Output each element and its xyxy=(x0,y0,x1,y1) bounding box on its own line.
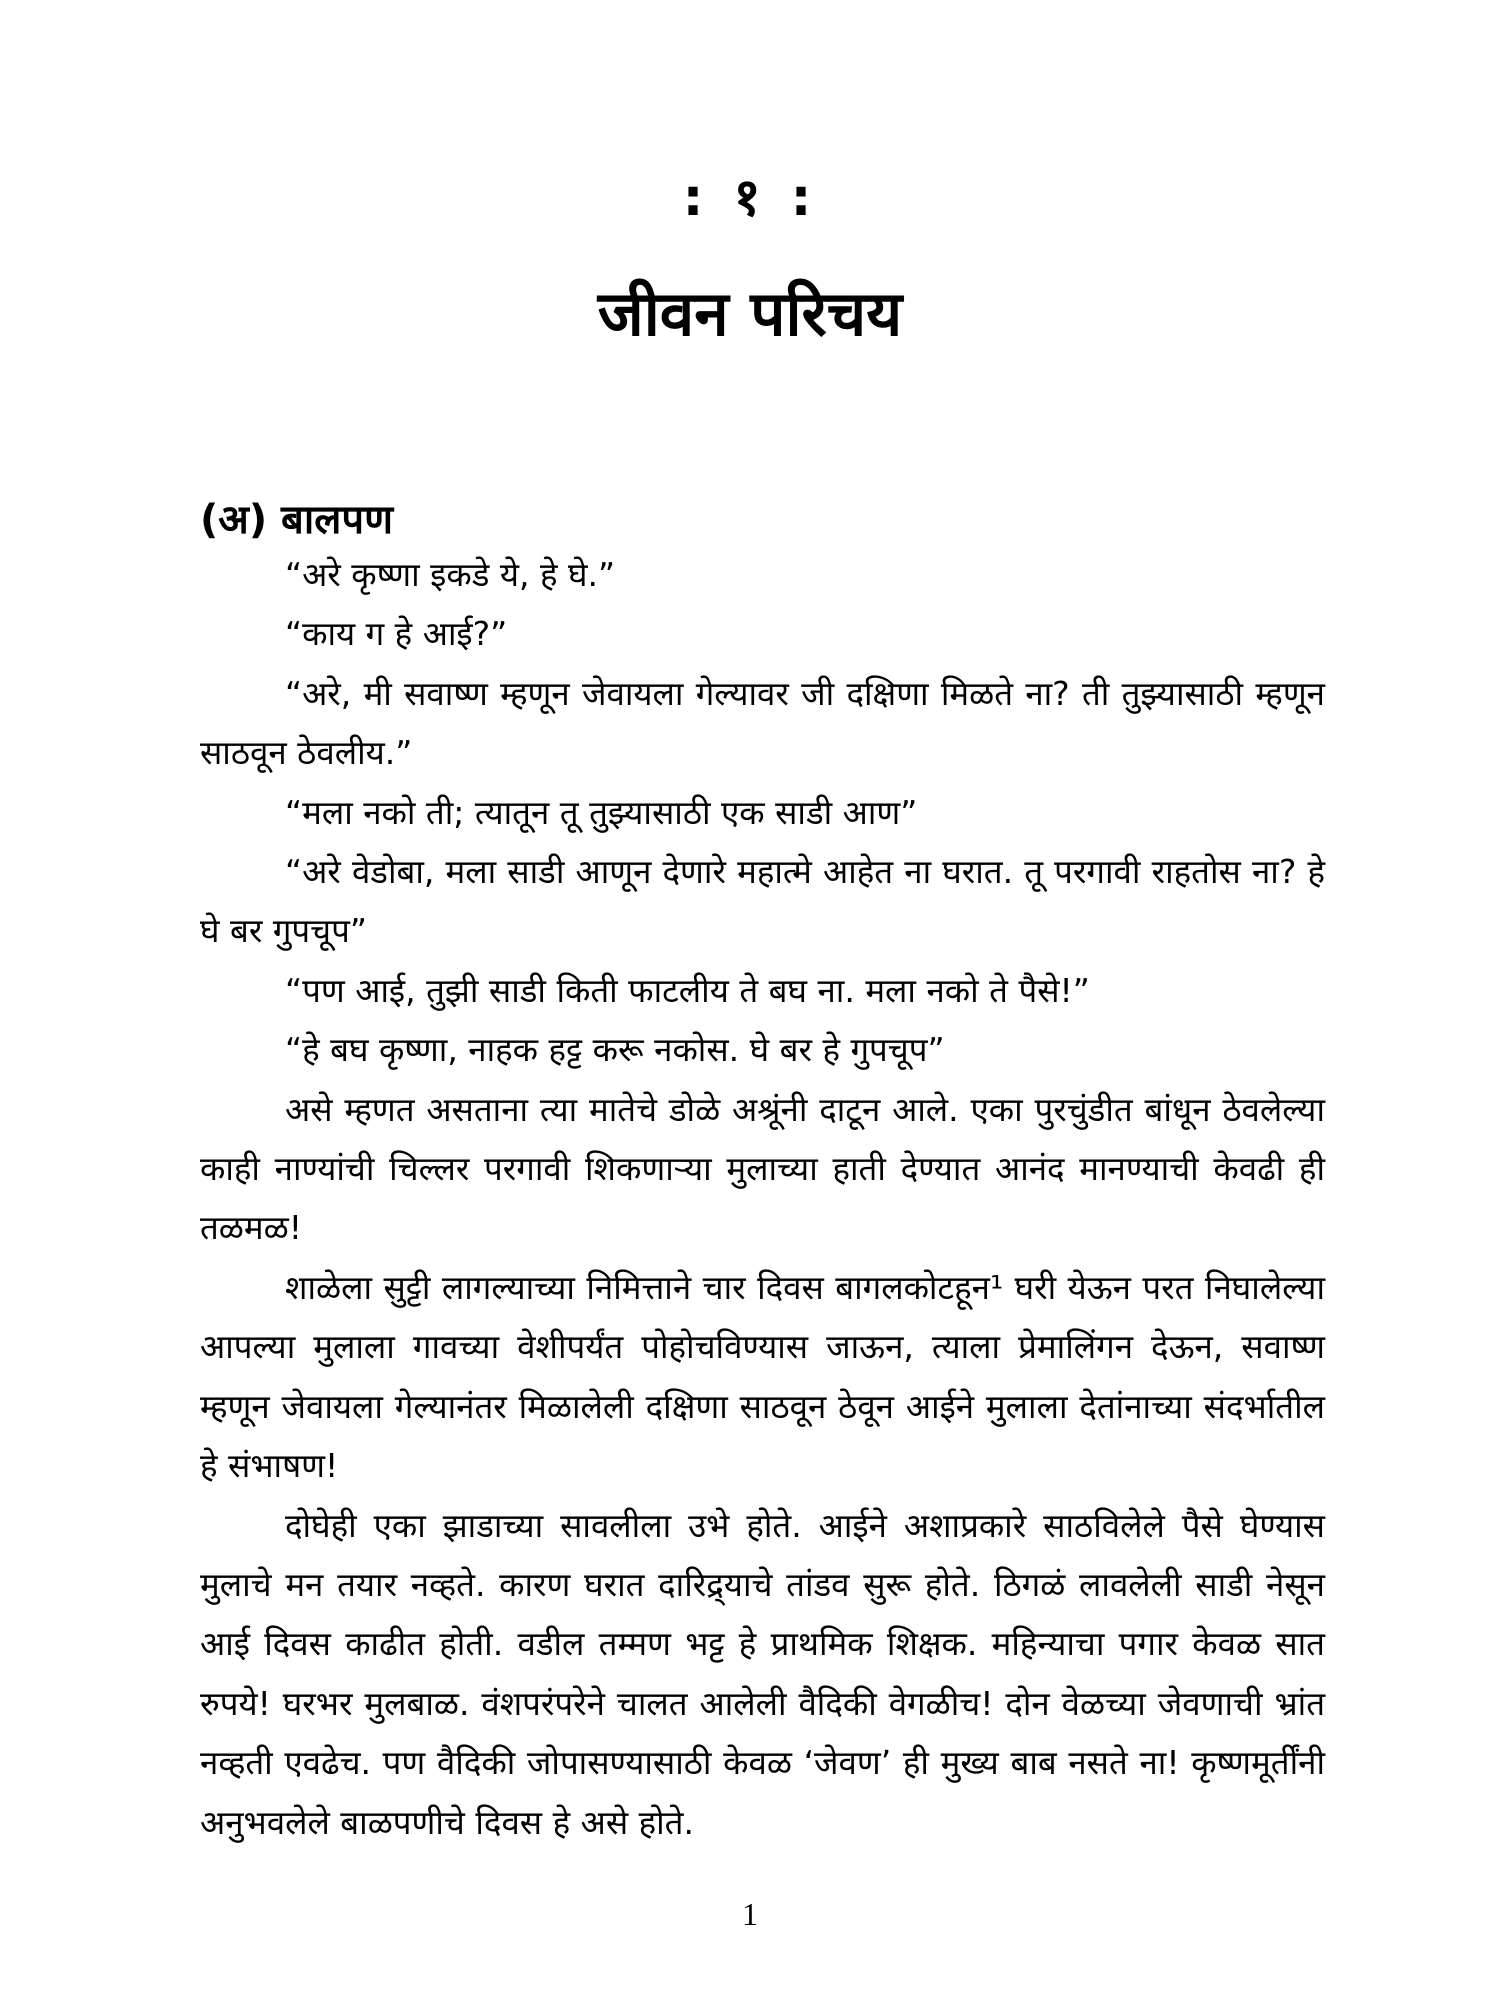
chapter-number: : १ : xyxy=(682,168,818,228)
section-heading: (अ) बालपण xyxy=(200,497,394,543)
dialogue-line: “मला नको ती; त्यातून तू तुझ्यासाठी एक साडी आण” xyxy=(285,792,918,832)
dialogue-line: “पण आई, तुझी साडी किती फाटलीय ते बघ ना. मला नको ते पैसे!” xyxy=(285,970,1090,1010)
page-number: 1 xyxy=(742,1896,758,1932)
dialogue-line: “हे बघ कृष्णा, नाहक हट्ट करू नकोस. घे बर हे गुपचूप” xyxy=(285,1030,945,1070)
body-paragraph: असे म्हणत असताना त्या मातेचे डोळे अश्रूंनी दाटून आले. एका पुरचुंडीत बांधून ठेवलेल्या काही नाण्यांची चिल्लर परगावी शिकणाऱ्या मुलाच्या हाती देण्यात आनंद मानण्याची केवढी ही तळमळ! xyxy=(200,1089,1325,1248)
dialogue-line: “अरे वेडोबा, मला साडी आणून देणारे महात्मे आहेत ना घरात. तू परगावी राहतोस ना? हे घे बर गुपचूप” xyxy=(200,852,1325,951)
dialogue-line: “काय ग हे आई?” xyxy=(285,614,508,654)
dialogue-line: “अरे कृष्णा इकडे ये, हे घे.” xyxy=(285,555,616,594)
dialogue-line: “अरे, मी सवाष्ण म्हणून जेवायला गेल्यावर जी दक्षिणा मिळते ना? ती तुझ्यासाठी म्हणून साठवून ठेवलीय.” xyxy=(200,673,1325,773)
body-paragraph: दोघेही एका झाडाच्या सावलीला उभे होते. आईने अशाप्रकारे साठविलेले पैसे घेण्यास मुलाचे मन तयार नव्हते. कारण घरात दारिद्र्याचे तांडव सुरू होते. ठिगळं लावलेली साडी नेसून आई दिवस काढीत होती. वडील तम्मण भट्ट हे प्राथमिक शिक्षक. महिन्याचा पगार केवळ सात रुपये! घरभर मुलबाळ. वंशपरंपरेने चालत आलेली वैदिकी वेगळीच! दोन वेळच्या जेवणाची भ्रांत नव्हती एवढेच. पण वैदिकी जोपासण्यासाठी केवळ ‘जेवण’ ही मुख्य बाब नसते ना! कृष्णमूर्तींनी अनुभवलेले बाळपणीचे दिवस हे असे होते. xyxy=(200,1505,1325,1842)
body-text xyxy=(200,545,1325,1852)
body-paragraph: शाळेला सुट्टी लागल्याच्या निमित्ताने चार दिवस बागलकोटहून¹ घरी येऊन परत निघालेल्या आपल्या मुलाला गावच्या वेशीपर्यंत पोहोचविण्यास जाऊन, त्याला प्रेमालिंगन देऊन, सवाष्ण म्हणून जेवायला गेल्यानंतर मिळालेली दक्षिणा साठवून ठेवून आईने मुलाला देतांनाच्या संदर्भातील हे संभाषण! xyxy=(200,1267,1325,1486)
chapter-title: जीवन परिचय xyxy=(597,277,903,350)
